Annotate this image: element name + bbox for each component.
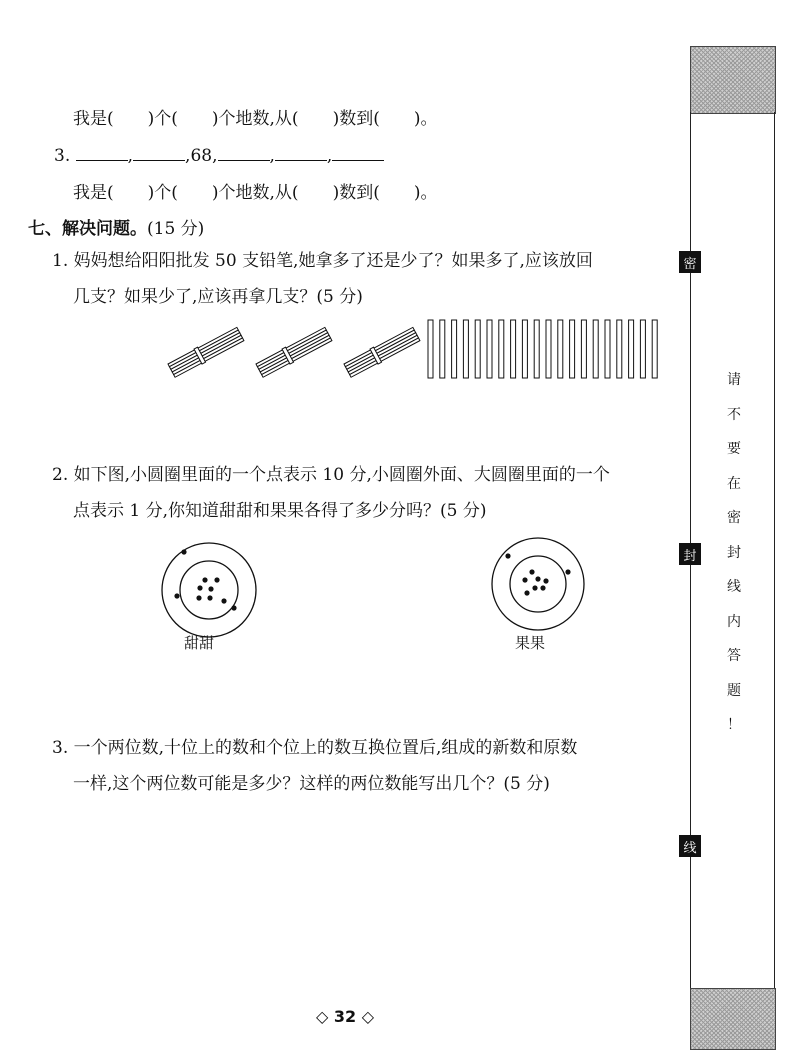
loose-pencil: [428, 320, 433, 378]
problem-3-line-1: 3. 一个两位数,十位上的数和个位上的数互换位置后,组成的新数和原数: [52, 738, 578, 758]
q2-answer-line: 我是( )个( )个地数,从( )数到( )。: [73, 109, 438, 129]
label-tiantian: 甜甜: [184, 634, 215, 652]
loose-pencils: [428, 320, 657, 378]
problem-2-line-1: 2. 如下图,小圆圈里面的一个点表示 10 分,小圆圈外面、大圆圈里面的一个: [52, 465, 610, 485]
section-7-heading: [28, 214, 204, 239]
problem-1-line-1: 1. 妈妈想给阳阳批发 50 支铅笔,她拿多了还是少了？如果多了,应该放回: [52, 251, 593, 271]
q3-blank-2[interactable]: [133, 144, 185, 161]
loose-pencil: [463, 320, 468, 378]
problem-2-line-2: 点表示 1 分,你知道甜甜和果果各得了多少分吗？(5 分): [73, 501, 487, 521]
loose-pencil: [558, 320, 563, 378]
seal-char: 答: [727, 648, 741, 664]
pencil-bundle-3: [344, 326, 421, 378]
pencils-illustration: [160, 312, 670, 384]
loose-pencil: [452, 320, 457, 378]
seal-strip-bottom-pattern: [690, 988, 776, 1050]
seal-char: 封: [727, 544, 741, 561]
pencil-bundle-1: [168, 326, 245, 378]
loose-pencil: [475, 320, 480, 378]
problem-1-line-2: 几支？如果少了,应该再拿几支？(5 分): [73, 287, 363, 307]
loose-pencil: [522, 320, 527, 378]
seal-mark-feng: 封: [679, 543, 701, 565]
seal-char: 请: [727, 372, 741, 388]
q3-blank-1[interactable]: [76, 144, 128, 161]
q3-answer-line: 我是( )个( )个地数,从( )数到( )。: [73, 183, 438, 203]
seal-strip-right-line: [774, 112, 775, 988]
seal-char: ！: [727, 717, 741, 733]
loose-pencil: [511, 320, 516, 378]
tiantian-target: [150, 540, 270, 640]
loose-pencil: [629, 320, 634, 378]
seal-strip-top-pattern: [690, 46, 776, 114]
seal-mark-xian: 线: [679, 835, 701, 857]
seal-char: 题: [727, 682, 741, 699]
section-7-score: (15 分): [147, 219, 205, 239]
problem-3-line-2: 一样,这个两位数可能是多少？这样的两位数能写出几个？(5 分): [73, 774, 550, 794]
loose-pencil: [652, 320, 657, 378]
seal-char: 密: [727, 510, 741, 526]
seal-char: 要: [727, 441, 741, 457]
page-number: ◇ 32 ◇: [315, 1007, 374, 1026]
q3-blank-3[interactable]: [218, 144, 270, 161]
loose-pencil: [640, 320, 645, 378]
q3-number: 3.: [54, 146, 71, 166]
loose-pencil: [546, 320, 551, 378]
guoguo-target: [480, 534, 600, 634]
seal-warning-vertical: [724, 370, 744, 750]
pencil-bundle-2: [256, 326, 333, 378]
seal-mark-mi: 密: [679, 251, 701, 273]
loose-pencil: [499, 320, 504, 378]
loose-pencil: [605, 320, 610, 378]
loose-pencil: [581, 320, 586, 378]
loose-pencil: [570, 320, 575, 378]
seal-char: 不: [727, 406, 741, 423]
q3-blank-4[interactable]: [275, 144, 327, 161]
label-guoguo: 果果: [515, 634, 546, 652]
section-7-title: 七、解决问题。: [28, 219, 147, 239]
seal-char: 在: [727, 475, 741, 492]
loose-pencil: [593, 320, 598, 378]
loose-pencil: [617, 320, 622, 378]
q3-given-number: 68: [190, 146, 213, 166]
seal-char: 线: [727, 579, 741, 595]
loose-pencil: [534, 320, 539, 378]
loose-pencil: [440, 320, 445, 378]
seal-char: 内: [727, 613, 741, 630]
q3-sequence: 3. , ,68, , ,: [54, 144, 384, 168]
loose-pencil: [487, 320, 492, 378]
q3-blank-5[interactable]: [332, 144, 384, 161]
